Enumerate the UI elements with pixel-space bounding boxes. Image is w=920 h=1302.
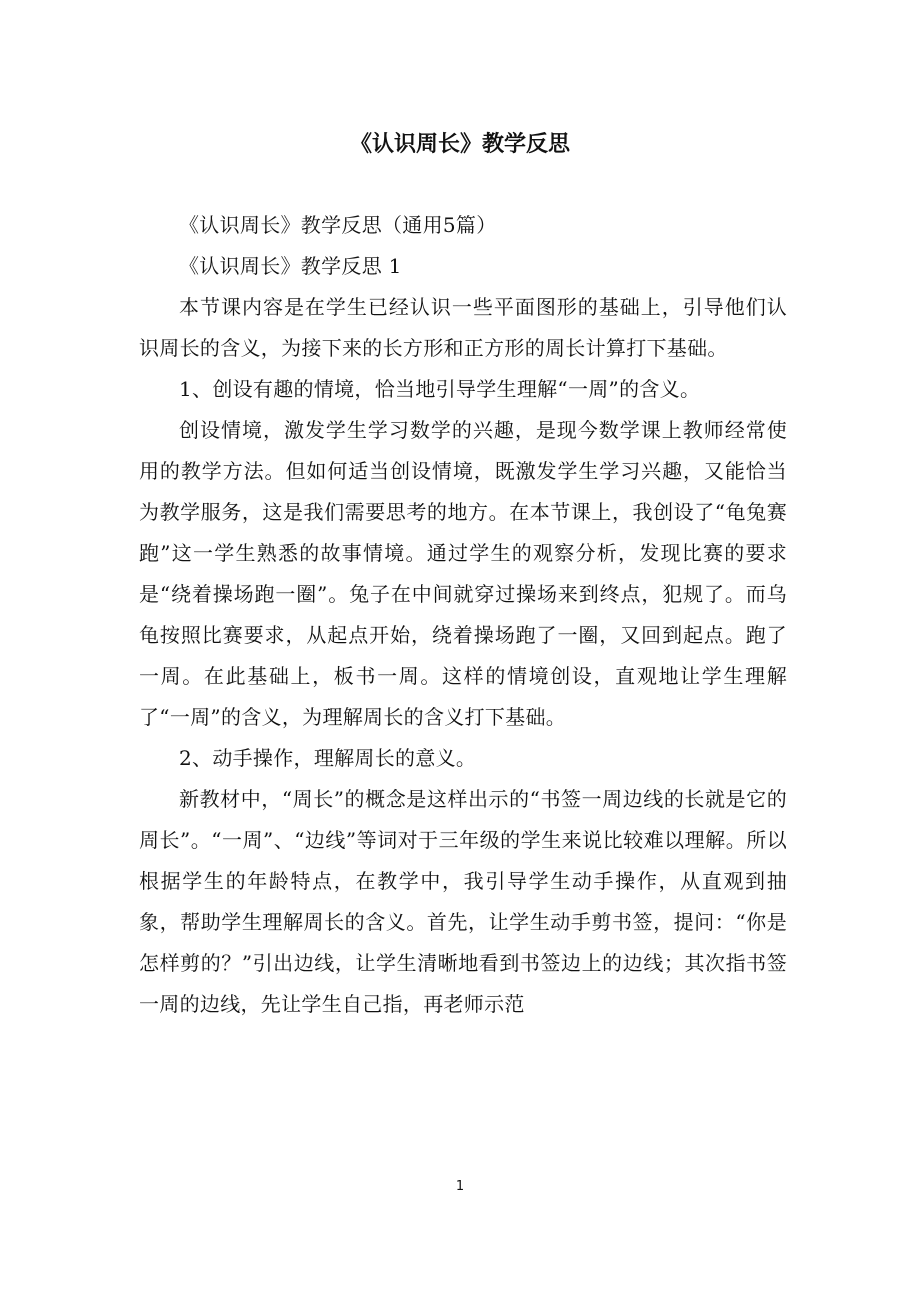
paragraph-point-2-heading: 2、动手操作，理解周长的意义。 <box>179 746 477 770</box>
page-number: 1 <box>455 1179 465 1194</box>
paragraph-point-2-body: 新教材中，“周长”的概念是这样出示的“书签一周边线的长就是它的周长”。“一周”、“边线”等词对于三年级的学生来说比较难以理解。所以根据学生的年龄特点，在教学中，我引导学生动手操作，从直观到抽象，帮助学生理解周长的含义。首先，让学生动手剪书签，提问：“你是怎样剪的？”引出边线，让学生清晰地看到书签边上的边线；其次指书签一周的边线，先让学生自己指，再老师示范 <box>139 787 787 1016</box>
paragraph-intro: 本节课内容是在学生已经认识一些平面图形的基础上，引导他们认识周长的含义，为接下来的长方形和正方形的周长计算打下基础。 <box>139 295 787 360</box>
paragraph-point-1-heading: 1、创设有趣的情境，恰当地引导学生理解“一周”的含义。 <box>179 377 701 401</box>
document-body <box>139 205 787 1025</box>
paragraph-subtitle: 《认识周长》教学反思（通用5篇） <box>179 213 497 237</box>
document-title: 《认识周长》教学反思 <box>349 132 570 157</box>
paragraph-point-1-body: 创设情境，激发学生学习数学的兴趣，是现今数学课上教师经常使用的教学方法。但如何适当创设情境，既激发学生学习兴趣，又能恰当为教学服务，这是我们需要思考的地方。在本节课上，我创设了“龟兔赛跑”这一学生熟悉的故事情境。通过学生的观察分析，发现比赛的要求是“绕着操场跑一圈”。兔子在中间就穿过操场来到终点，犯规了。而乌龟按照比赛要求，从起点开始，绕着操场跑了一圈，又回到起点。跑了一周。在此基础上，板书一周。这样的情境创设，直观地让学生理解了“一周”的含义，为理解周长的含义打下基础。 <box>139 418 787 729</box>
paragraph-section-heading: 《认识周长》教学反思 1 <box>179 254 402 278</box>
